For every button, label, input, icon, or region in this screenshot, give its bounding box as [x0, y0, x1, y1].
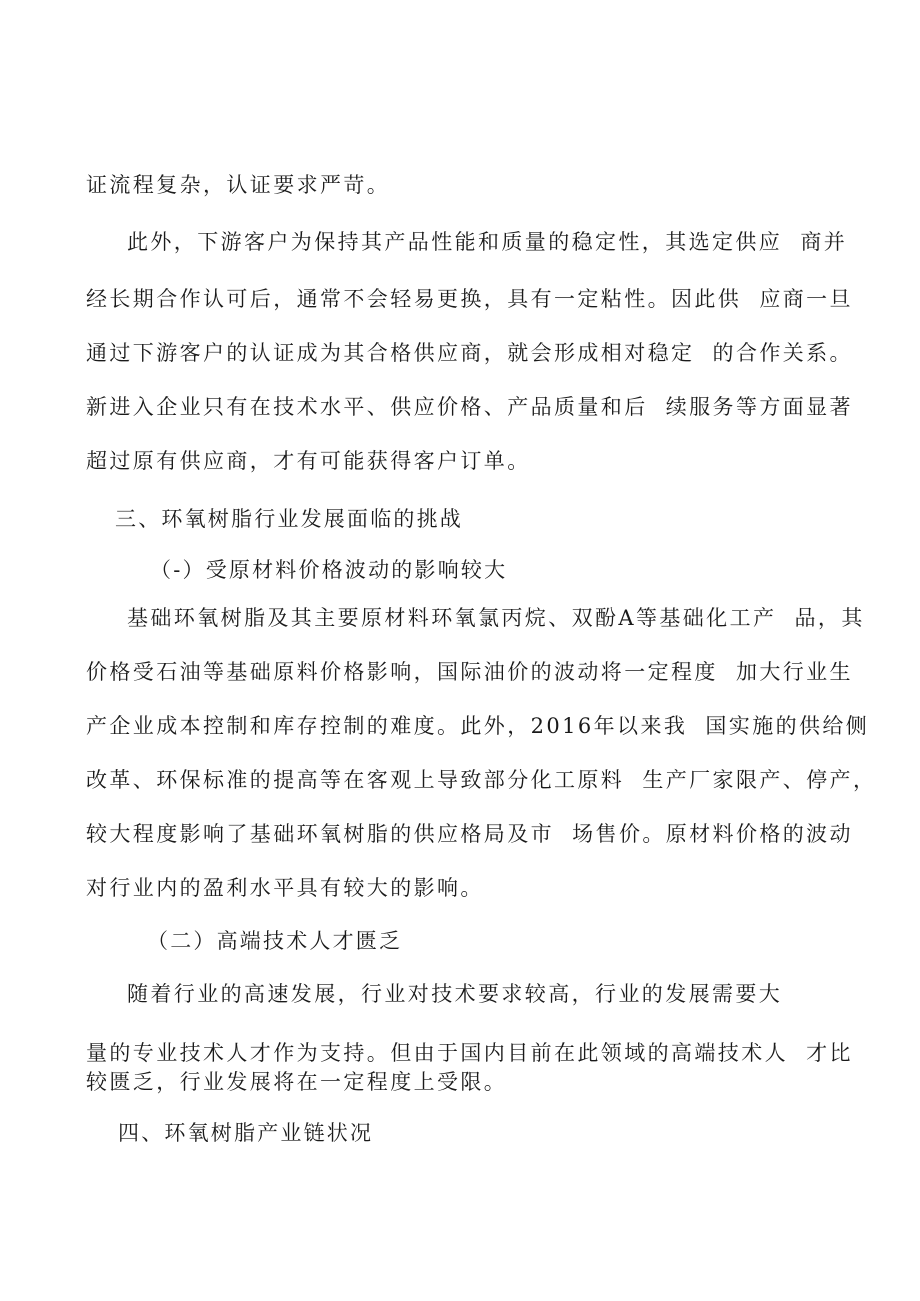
subsection-heading-3-1: （-）受原材料价格波动的影响较大 [150, 558, 508, 582]
paragraph-2-line-1: 此外，下游客户为保持其产品性能和质量的稳定性，其选定供应 商并 [127, 230, 848, 254]
paragraph-4-line-1: 随着行业的高速发展，行业对技术要求较高，行业的发展需要大 [127, 982, 783, 1006]
paragraph-3-line-5: 较大程度影响了基础环氧树脂的供应格局及市 场售价。原材料价格的波动 [86, 822, 853, 846]
section-heading-3: 三、环氧树脂行业发展面临的挑战 [115, 507, 463, 531]
section-heading-4: 四、环氧树脂产业链状况 [118, 1121, 374, 1145]
paragraph-3-line-2: 价格受石油等基础原料价格影响，国际油价的波动将一定程度 加大行业生 [86, 660, 853, 684]
paragraph-3-line-1: 基础环氧树脂及其主要原材料环氧氯丙烷、双酚A等基础化工产 品，其 [127, 606, 865, 630]
paragraph-2-line-3: 通过下游客户的认证成为其合格供应商，就会形成相对稳定 的合作关系。 [86, 341, 853, 365]
subsection-heading-3-2: （二）高端技术人才匮乏 [147, 929, 403, 953]
paragraph-4-line-2: 量的专业技术人才作为支持。但由于国内目前在此领域的高端技术人 才比 [86, 1041, 853, 1065]
paragraph-2-line-5: 超过原有供应商，才有可能获得客户订单。 [86, 449, 531, 473]
paragraph-2-line-4: 新进入企业只有在技术水平、供应价格、产品质量和后 续服务等方面显著 [86, 395, 853, 419]
paragraph-4-line-3: 较匮乏，行业发展将在一定程度上受限。 [86, 1070, 508, 1094]
paragraph-2-line-2: 经长期合作认可后，通常不会轻易更换，具有一定粘性。因此供 应商一旦 [86, 287, 853, 311]
paragraph-3-line-3: 产企业成本控制和库存控制的难度。此外，2016年以来我 国实施的供给侧 [86, 714, 870, 738]
paragraph-3-line-4: 改革、环保标准的提高等在客观上导致部分化工原料 生产厂家限产、停产， [86, 768, 877, 792]
paragraph-1-line-1: 证流程复杂，认证要求严苛。 [86, 173, 391, 197]
paragraph-3-line-6: 对行业内的盈利水平具有较大的影响。 [86, 876, 484, 900]
